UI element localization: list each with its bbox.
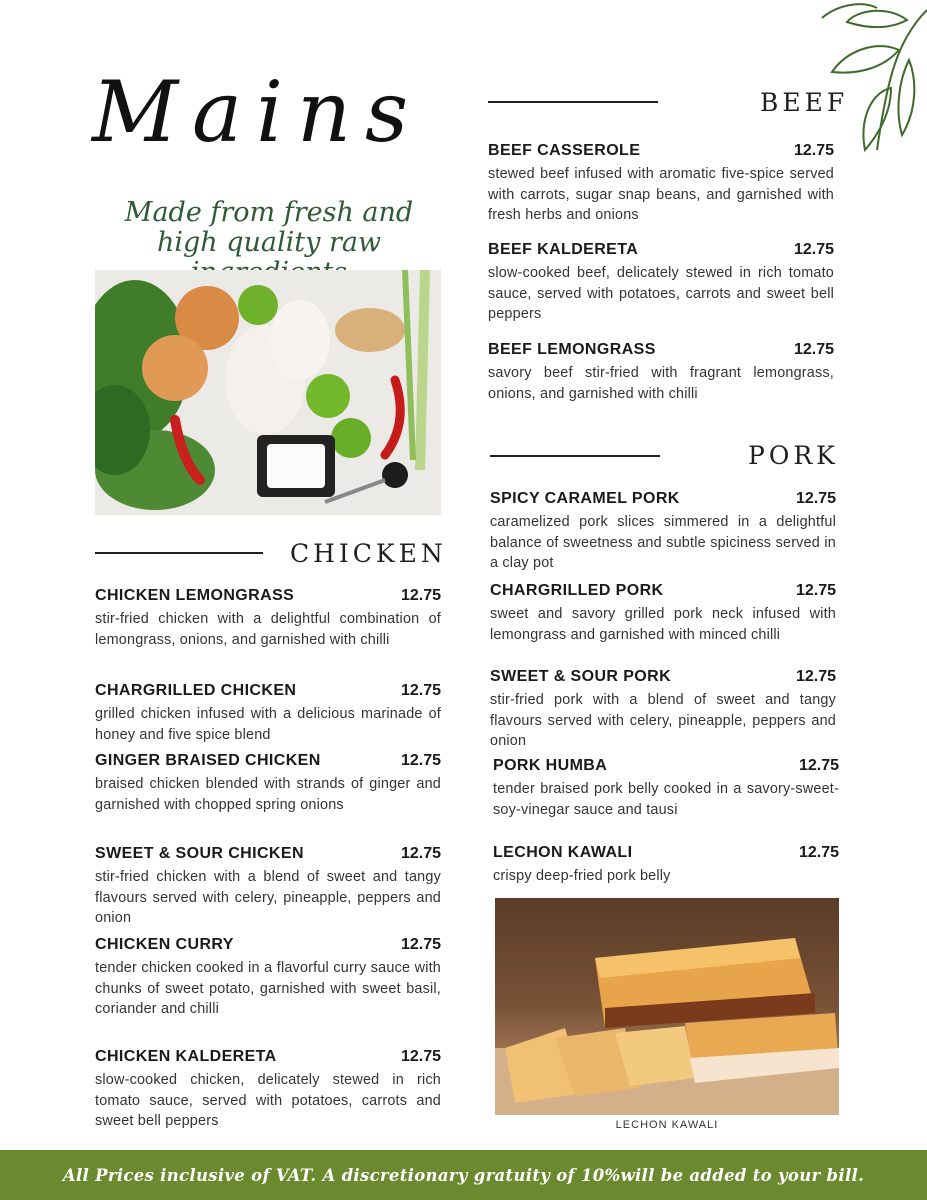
item-description: stir-fried pork with a blend of sweet and tangy flavours served with celery, pineapple, peppers and onion — [490, 692, 836, 749]
menu-item — [95, 1048, 441, 1132]
item-description: slow-cooked chicken, delicately stewed in rich tomato sauce, served with potatoes, carrots and sweet bell peppers — [95, 1072, 441, 1129]
menu-item — [490, 490, 836, 574]
menu-item — [95, 936, 441, 1020]
tagline: Made from fresh and high quality raw — [124, 197, 414, 258]
menu-item — [488, 241, 834, 325]
item-price: 12.75 — [793, 142, 834, 159]
item-description: stir-fried chicken with a delightful combination of lemongrass, onions, and garnished with chilli — [95, 611, 441, 648]
item-name: SPICY CARAMEL PORK — [490, 490, 680, 507]
item-description: sweet and savory grilled pork neck infused with lemongrass and garnished with minced chilli — [490, 606, 836, 643]
item-price: 12.75 — [400, 682, 441, 699]
item-price: 12.75 — [793, 341, 834, 358]
menu-item — [488, 142, 834, 226]
item-description: caramelized pork slices simmered in a delightful balance of sweetness and subtle spiciness served in a clay pot — [490, 514, 836, 571]
chicken-heading: CHICKEN — [290, 539, 447, 568]
menu-item — [95, 845, 441, 929]
page-title: Mains — [92, 63, 423, 161]
item-name: PORK HUMBA — [493, 757, 608, 774]
item-name: GINGER BRAISED CHICKEN — [95, 752, 321, 769]
item-description: crispy deep-fried pork belly — [493, 868, 671, 884]
menu-item — [493, 757, 839, 820]
item-price: 12.75 — [400, 845, 441, 862]
item-description: braised chicken blended with strands of ginger and garnished with chopped spring onions — [95, 776, 441, 813]
item-name: BEEF CASSEROLE — [488, 142, 641, 159]
item-name: BEEF KALDERETA — [488, 241, 639, 258]
item-name: CHARGRILLED PORK — [490, 582, 664, 599]
item-price: 12.75 — [798, 844, 839, 861]
item-description: tender chicken cooked in a flavorful curry sauce with chunks of sweet potato, garnished with sweet basil, coriander and chilli — [95, 960, 441, 1017]
item-description: slow-cooked beef, delicately stewed in rich tomato sauce, served with potatoes, carrots and sweet bell peppers — [488, 265, 834, 322]
menu-item — [95, 587, 441, 650]
footer-banner — [0, 1150, 927, 1200]
item-name: SWEET & SOUR PORK — [490, 668, 672, 685]
pork-divider — [490, 455, 660, 457]
item-price: 12.75 — [795, 490, 836, 507]
menu-item — [490, 582, 836, 645]
item-description: stewed beef infused with aromatic five-spice served with carrots, sugar snap beans, and garnished with fresh herbs and onions — [488, 166, 834, 223]
item-name: CHICKEN LEMONGRASS — [95, 587, 295, 604]
footer-text: All Prices inclusive of VAT. A discretionary gratuity of 10%will be added to your bill. — [62, 1165, 865, 1185]
leaf-decoration-icon — [777, 0, 927, 160]
item-description: savory beef stir-fried with fragrant lemongrass, onions, and garnished with chilli — [488, 365, 834, 402]
beef-divider — [488, 101, 658, 103]
lechon-kawali-photo — [495, 898, 839, 1115]
item-name: CHICKEN CURRY — [95, 936, 234, 953]
pork-heading: PORK — [748, 441, 839, 470]
item-price: 12.75 — [400, 752, 441, 769]
item-name: CHARGRILLED CHICKEN — [95, 682, 297, 699]
menu-item — [95, 752, 441, 815]
item-description: stir-fried chicken with a blend of sweet and tangy flavours served with celery, pineapple, peppers and onion — [95, 869, 441, 926]
menu-item — [95, 682, 441, 745]
menu-item — [493, 844, 839, 887]
ingredients-photo — [95, 270, 441, 515]
item-price: 12.75 — [400, 936, 441, 953]
item-price: 12.75 — [793, 241, 834, 258]
item-price: 12.75 — [400, 1048, 441, 1065]
beef-heading: BEEF — [760, 88, 849, 117]
item-description: grilled chicken infused with a delicious marinade of honey and five spice blend — [95, 706, 441, 743]
item-description: tender braised pork belly cooked in a savory-sweet-soy-vinegar sauce and tausi — [493, 781, 839, 818]
item-price: 12.75 — [400, 587, 441, 604]
item-price: 12.75 — [798, 757, 839, 774]
item-name: CHICKEN KALDERETA — [95, 1048, 277, 1065]
menu-item — [490, 668, 836, 752]
item-name: BEEF LEMONGRASS — [488, 341, 656, 358]
chicken-divider — [95, 552, 263, 554]
photo-caption: LECHON KAWALI — [615, 1119, 719, 1131]
item-price: 12.75 — [795, 582, 836, 599]
item-name: SWEET & SOUR CHICKEN — [95, 845, 304, 862]
item-name: LECHON KAWALI — [493, 844, 633, 861]
item-price: 12.75 — [795, 668, 836, 685]
menu-item — [488, 341, 834, 404]
